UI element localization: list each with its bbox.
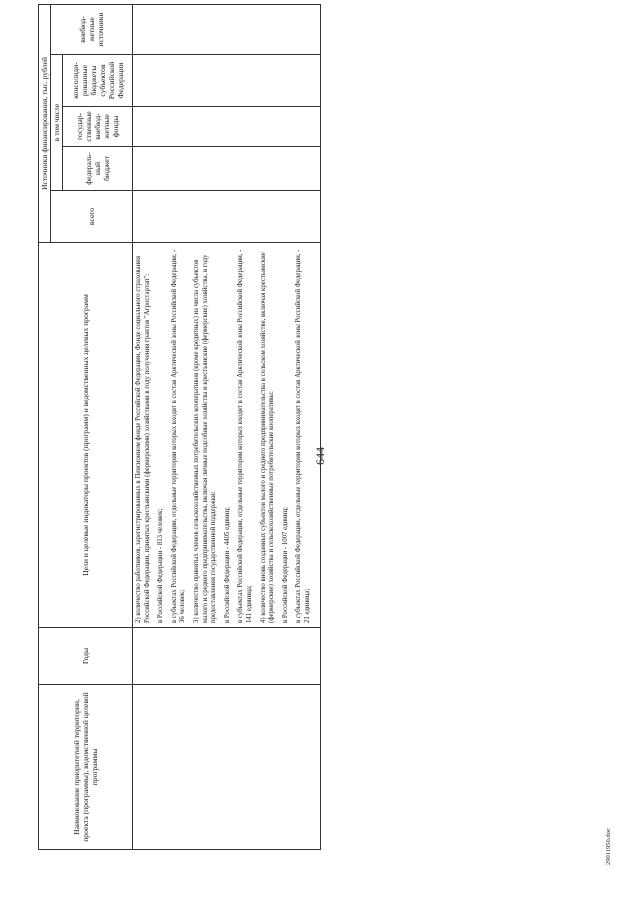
goal-paragraph: в Российской Федерации - 813 человек;: [157, 508, 165, 623]
cell-regional: [133, 55, 321, 107]
cell-goals: [133, 243, 321, 628]
header-federal: федераль-ный бюджет: [63, 147, 133, 191]
header-name: Наименование приоритетной территории, проекта (программы), ведомственной целевой программы: [39, 685, 133, 850]
cell-name: [133, 685, 321, 850]
header-total: всего: [51, 191, 133, 243]
cell-years: [133, 628, 321, 685]
header-regional: консолиди-рованные бюджеты субъектов Российской Федерации: [63, 55, 133, 107]
funding-table: [38, 4, 321, 850]
cell-federal: [133, 147, 321, 191]
goal-paragraph: 2) количество работников, зарегистрированных в Пенсионном фонде Российской Федерации, Фонде социального страхования Российской Федерации, принятых крестьянскими (фермерскими) хозяйствами в году получения грантов "Агростартап":: [135, 256, 151, 623]
header-funding: Источники финансирования, тыс. рублей: [39, 4, 51, 242]
goal-paragraph: 3) количество принятых членов сельскохозяйственных потребительских кооперативов (кроме кредитных) из числа субъектов малого и среднего предпринимательства, включая личные подсобные хозяйства и крестьянские (фермерские) хозяйства, в году предоставления государственной поддержки:: [192, 254, 218, 623]
header-state-funds: государ-ственные внебюд-жетные фонды: [63, 107, 133, 147]
cell-total: [133, 191, 321, 243]
cell-extra: [133, 4, 321, 54]
cell-state-funds: [133, 107, 321, 147]
header-goals: Цели и целевые индикаторы проектов (программ) и ведомственных целевых программ: [39, 243, 133, 628]
page-number: 644: [313, 447, 327, 465]
goal-paragraph: в субъектах Российской Федерации, отдельные территории которых входят в состав Арктической зоны Российской Федерации, - 21 единица;: [295, 249, 311, 623]
goal-paragraph: в субъектах Российской Федерации, отдельные территории которых входят в состав Арктической зоны Российской Федерации, - 141 единица;: [237, 249, 253, 623]
header-including: в том числе: [51, 55, 63, 191]
goal-paragraph: в Российской Федерации - 4405 единиц;: [223, 507, 231, 623]
footer-filename: 29011950.doc: [605, 828, 612, 865]
goal-paragraph: 4) количество вновь созданных субъектов малого и среднего предпринимательства в сельском хозяйстве, включая крестьянские (фермерские) хозяйства и сельскохозяйственные потребительские кооперативы:: [259, 252, 276, 623]
goal-paragraph: в субъектах Российской Федерации, отдельные территории которых входят в состав Арктической зоны Российской Федерации, - 36 человек;: [170, 249, 187, 623]
goal-paragraph: в Российской Федерации - 1007 единиц;: [281, 507, 289, 623]
rotated-table-wrapper: [38, 5, 311, 850]
header-years: Годы: [39, 628, 133, 685]
header-extra: внебюд-жетные источники: [51, 4, 133, 54]
